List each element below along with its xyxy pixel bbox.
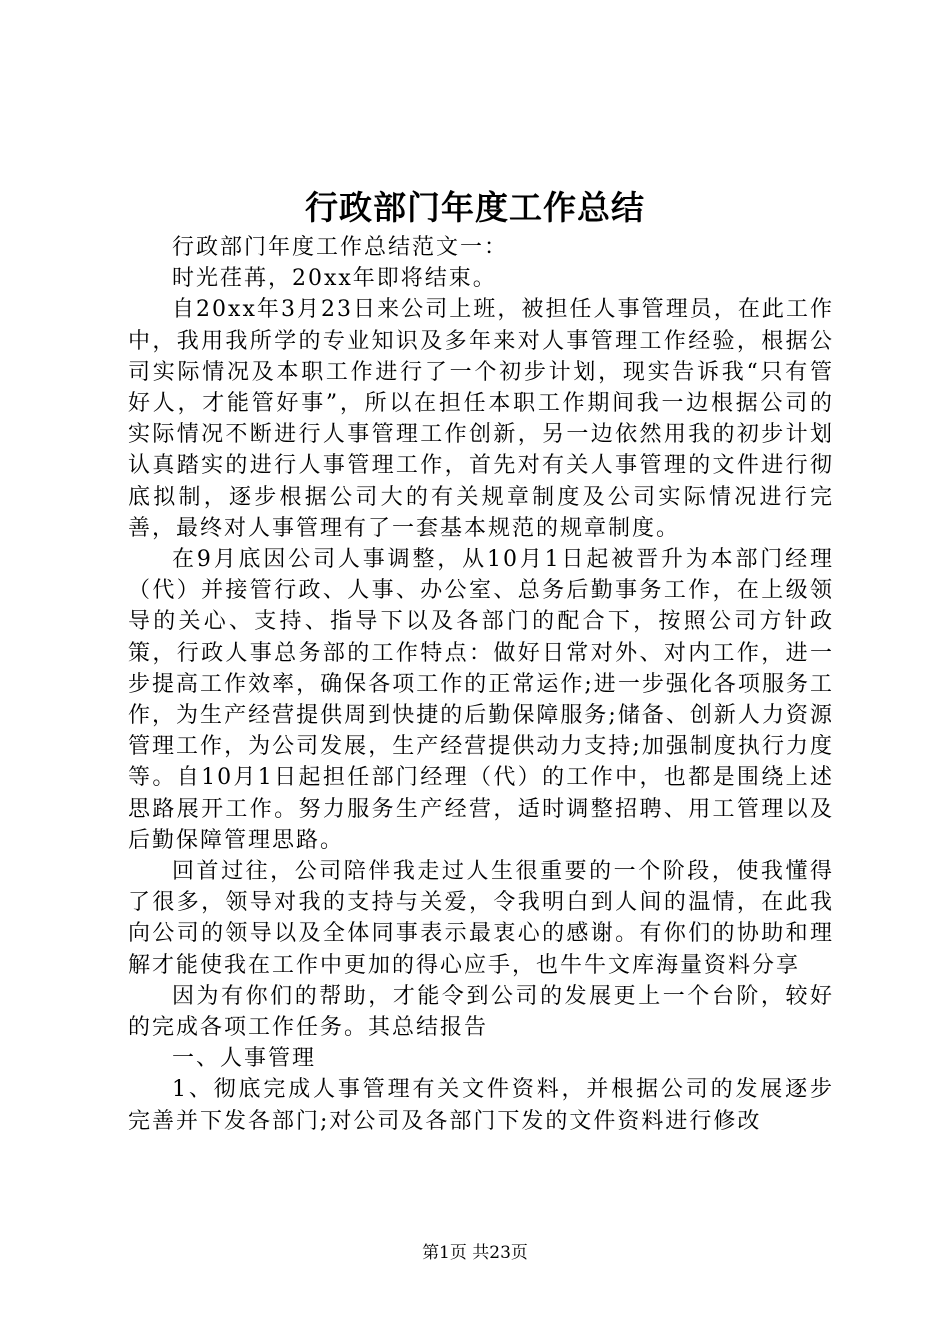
paragraph: 因为有你们的帮助，才能令到公司的发展更上一个台阶，较好的完成各项工作任务。其总结报告 [128, 983, 834, 1041]
document-body [128, 232, 834, 1137]
paragraph-opening: 时光荏苒，20xx年即将结束。 [172, 266, 497, 292]
paragraph: 在9月底因公司人事调整，从10月1日起被晋升为本部门经理（代）并接管行政、人事、办公室、总务后勤事务工作，在上级领导的关心、支持、指导下以及各部门的配合下，按照公司方针政策，行政人事总务部的工作特点：做好日常对外、对内工作，进一步提高工作效率，确保各项工作的正常运作;进一步强化各项服务工作，为生产经营提供周到快捷的后勤保障服务;储备、创新人力资源管理工作，为公司发展，生产经营提供动力支持;加强制度执行力度等。自10月1日起担任部门经理（代）的工作中，也都是围绕上述思路展开工作。努力服务生产经营，适时调整招聘、用工管理以及后勤保障管理思路。 [128, 547, 834, 853]
paragraph: 回首过往，公司陪伴我走过人生很重要的一个阶段，使我懂得了很多，领导对我的支持与关爱，令我明白到人间的温情，在此我向公司的领导以及全体同事表示最衷心的感谢。有你们的协助和理解才能使我在工作中更加的得心应手，也牛牛文库海量资料分享 [128, 859, 834, 978]
paragraph-intro: 行政部门年度工作总结范文一： [172, 235, 509, 260]
paragraph: 1、彻底完成人事管理有关文件资料，并根据公司的发展逐步完善并下发各部门;对公司及各部门下发的文件资料进行修改 [128, 1077, 834, 1134]
paragraph: 自20xx年3月23日来公司上班，被担任人事管理员，在此工作中，我用我所学的专业知识及多年来对人事管理工作经验，根据公司实际情况及本职工作进行了一个初步计划，现实告诉我“只有管好人，才能管好事”，所以在担任本职工作期间我一边根据公司的实际情况不断进行人事管理工作创新，另一边依然用我的初步计划认真踏实的进行人事管理工作，首先对有关人事管理的文件进行彻底拟制，逐步根据公司大的有关规章制度及公司实际情况进行完善，最终对人事管理有了一套基本规范的规章制度。 [128, 297, 834, 541]
section-heading: 一、人事管理 [172, 1046, 317, 1072]
page-number-footer: 第1页 共23页 [422, 1243, 528, 1263]
document-title: 行政部门年度工作总结 [305, 188, 645, 227]
